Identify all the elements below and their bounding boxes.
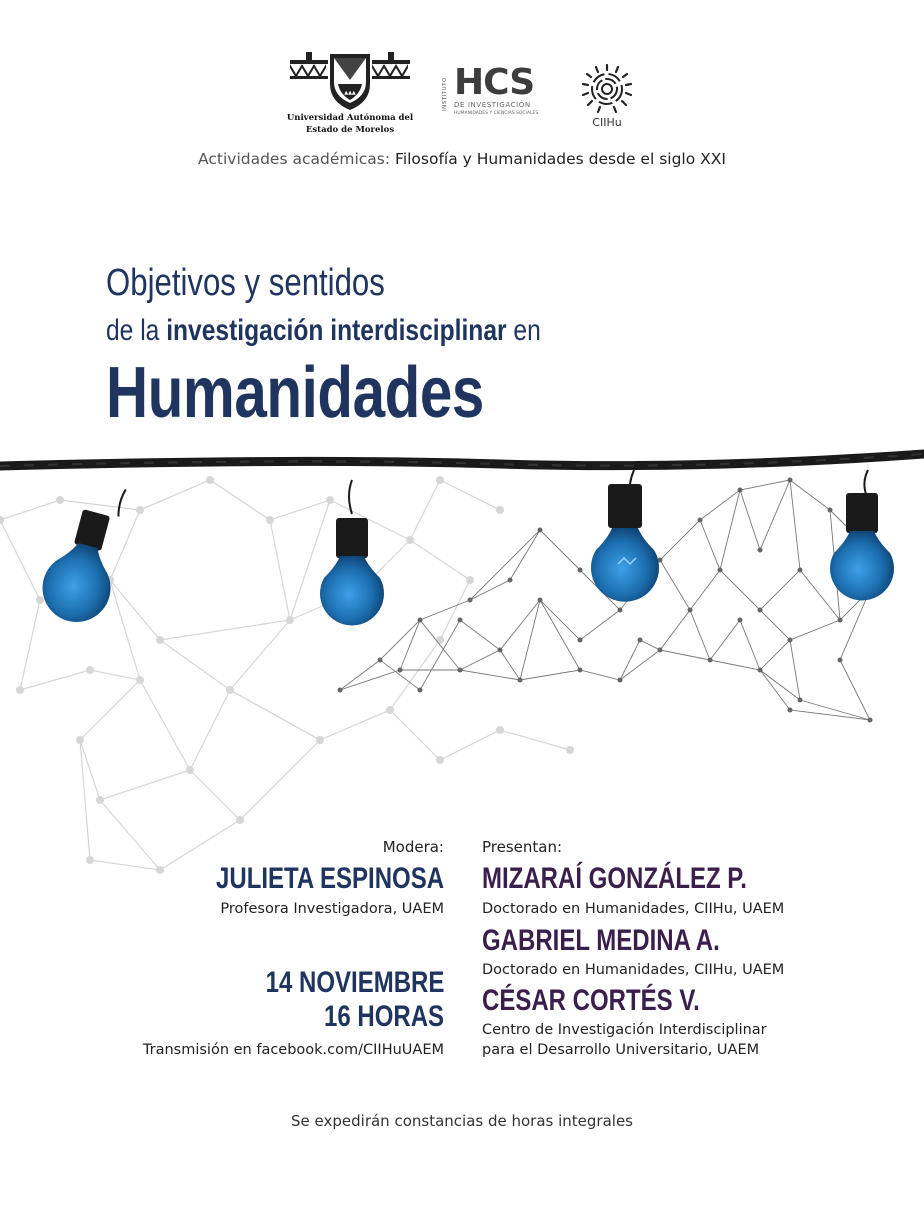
light-bulb-icon [830, 470, 894, 600]
presenter-name: MIZARAÍ GONZÁLEZ P. [482, 862, 747, 895]
footer-note: Se expedirán constancias de horas integrales [291, 1112, 633, 1130]
svg-text:▲▲▲: ▲▲▲ [344, 90, 356, 96]
light-bulb-icon [591, 470, 659, 602]
network-dark [340, 480, 870, 720]
series-line [0, 150, 924, 168]
ciihu-logo [576, 62, 638, 132]
stream-info: Transmisión en facebook.com/CIIHuUAEM [142, 1042, 444, 1058]
uaem-crest-icon [286, 50, 414, 112]
moderator-role: Profesora Investigadora, UAEM [220, 901, 444, 917]
series-prefix: Actividades académicas: [198, 150, 391, 168]
presenter-name: CÉSAR CORTÉS V. [482, 984, 700, 1017]
network-dark-nodes [338, 478, 873, 723]
title-line2-bold: investigación interdisciplinar [166, 314, 507, 347]
moderator-name: JULIETA ESPINOSA [215, 862, 444, 895]
title-line1: Objetivos y sentidos [106, 262, 385, 304]
presenter-name: GABRIEL MEDINA A. [482, 924, 720, 957]
presenter-affiliation: Doctorado en Humanidades, CIIHu, UAEM [482, 901, 785, 917]
presenter-affiliation: Doctorado en Humanidades, CIIHu, UAEM [482, 962, 785, 978]
presenters-label: Presentan: [482, 838, 563, 856]
uaem-logo [286, 50, 414, 138]
hcs-subtitle-small: HUMANIDADES Y CIENCIAS SOCIALES [454, 111, 539, 116]
hcs-subtitle: DE INVESTIGACIÓN [454, 101, 531, 109]
hcs-institute-text: INSTITUTO [442, 77, 448, 111]
presenter-affiliation: Centro de Investigación Interdisciplinar [482, 1022, 767, 1038]
uaem-name-line1: Universidad Autónoma del [286, 113, 414, 123]
uaem-name [286, 112, 414, 136]
series-name: Filosofía y Humanidades desde el siglo XXI [395, 150, 726, 168]
event-date: 14 NOVIEMBRE [265, 966, 444, 999]
uaem-name-line2: Estado de Morelos [305, 125, 395, 135]
event-time: 16 HORAS [323, 1000, 444, 1033]
title-line2 [106, 314, 541, 348]
wire [0, 454, 924, 466]
title-line2-post: en [513, 314, 541, 347]
ciihu-label: CIIHu [592, 116, 622, 129]
hcs-wordmark: HCS [454, 62, 535, 103]
hcs-logo [442, 62, 552, 122]
illustration [0, 440, 924, 890]
title-main: Humanidades [106, 353, 484, 433]
ciihu-spiral-icon [576, 62, 638, 116]
moderator-label: Modera: [382, 838, 444, 856]
presenter-affiliation: para el Desarrollo Universitario, UAEM [482, 1042, 760, 1058]
title-line2-pre: de la [106, 314, 160, 347]
